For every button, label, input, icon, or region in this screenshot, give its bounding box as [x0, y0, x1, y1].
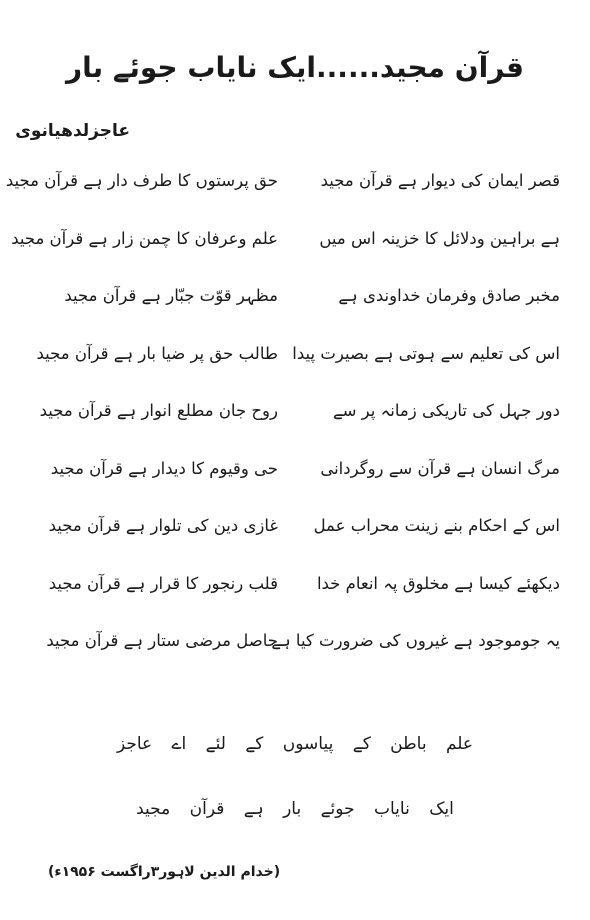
second-hemistich: حق پرستوں کا طرف دار ہے قرآن مجید [5, 171, 278, 190]
couplet [30, 398, 560, 456]
first-hemistich: مرگ انسان ہے قرآن سے روگردانی [320, 458, 560, 478]
couplet [30, 571, 560, 629]
first-hemistich: ہے براہین ودلائل کا خزینہ اس میں [319, 228, 560, 248]
couplet [30, 341, 560, 399]
second-hemistich: قلب رنجور کا قرار ہے قرآن مجید [48, 573, 278, 593]
first-hemistich: اس کی تعلیم سے ہوتی ہے بصیرت پیدا [292, 343, 560, 363]
second-hemistich: حی وقیوم کا دیدار ہے قرآن مجید [50, 458, 278, 478]
poet-name: عاجزلدھیانوی [15, 121, 130, 141]
couplet [30, 513, 560, 571]
closing-couplet-first-line: علم باطن کے پیاسوں کے لئے اے عاجز [116, 734, 474, 754]
poem-title: قرآن مجید......ایک نایاب جوئے بار [66, 51, 524, 84]
first-hemistich: مخبر صادق وفرمان خداوندی ہے [338, 286, 560, 305]
first-hemistich: دیکھئے کیسا ہے مخلوق پہ انعام خدا [316, 573, 560, 593]
second-hemistich: روح جان مطلع انوار ہے قرآن مجید [39, 401, 278, 420]
first-hemistich: اس کے احکام بنے زینت محراب عمل [313, 516, 560, 535]
publication-source: (خدام الدین لاہور۳راگست ۱۹۵۶ء) [48, 864, 281, 880]
second-hemistich: مظہر قوّت جبّار ہے قرآن مجید [64, 286, 278, 305]
couplet [30, 283, 560, 341]
couplet [30, 628, 560, 686]
second-hemistich: علم وعرفان کا چمن زار ہے قرآن مجید [11, 228, 278, 248]
first-hemistich: دور جہل کی تاریکی زمانہ پر سے [332, 401, 560, 420]
first-hemistich: قصر ایمان کی دیوار ہے قرآن مجید [320, 171, 560, 190]
closing-couplet-second-line: ایک نایاب جوئے بار ہے قرآن مجید [136, 799, 454, 819]
couplet [5, 168, 560, 226]
couplet-list [5, 168, 560, 686]
couplet [30, 456, 560, 514]
second-hemistich: غازی دین کی تلوار ہے قرآن مجید [48, 516, 278, 535]
couplet [11, 226, 560, 284]
second-hemistich: حاصل مرضی ستار ہے قرآن مجید [46, 631, 278, 650]
first-hemistich: یہ جوموجود ہے غیروں کی ضرورت کیا ہے [271, 631, 560, 650]
second-hemistich: طالب حق پر ضیا بار ہے قرآن مجید [36, 343, 278, 363]
